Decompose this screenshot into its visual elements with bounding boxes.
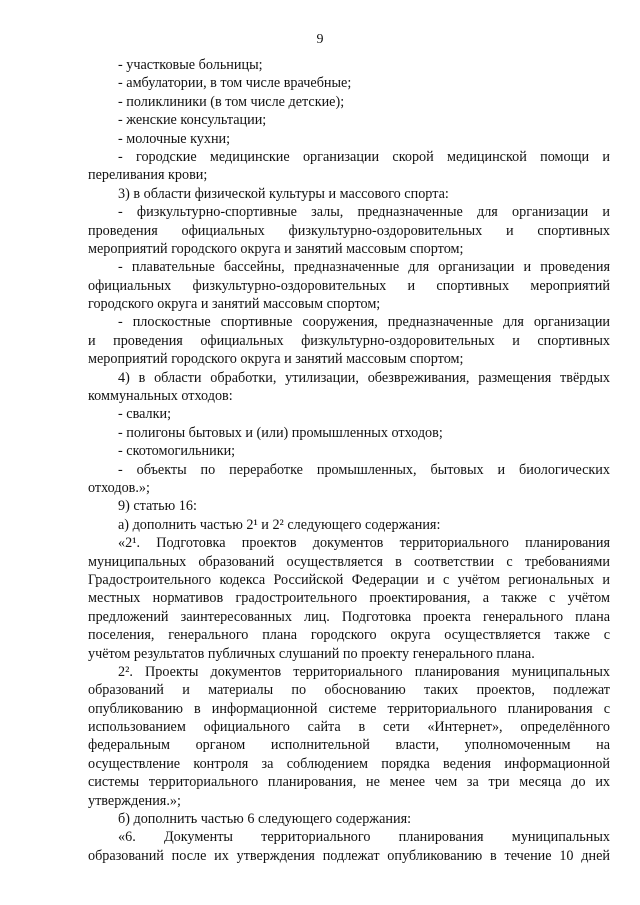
text-line: - участковые больницы;: [118, 57, 263, 73]
text-line: коммунальных отходов:: [88, 388, 233, 405]
text-line: образований и материалы по обоснованию таких проектов, подлежат: [88, 682, 610, 699]
text-line: - женские консультации;: [118, 112, 267, 129]
text-line: - молочные кухни;: [118, 130, 231, 147]
text-line: официальных физкультурно-оздоровительных и спортивных мероприятий: [88, 277, 610, 294]
text-line: городского округа и занятий массовым спортом;: [88, 296, 381, 313]
text-line: - поликлиники (в том числе детские);: [118, 93, 345, 110]
text-line: - плавательные бассейны, предназначенные для организации и проведения: [118, 259, 610, 276]
text-line: б) дополнить частью 6 следующего содержания:: [118, 811, 412, 828]
text-line: местных нормативов градостроительного проектирования, а также с учётом: [88, 590, 610, 607]
text-line: и проведения официальных физкультурно-оздоровительных и спортивных: [88, 332, 610, 349]
text-line: предложений заинтересованных лиц. Подготовка проекта генерального плана: [88, 608, 610, 625]
text-line: - полигоны бытовых и (или) промышленных отходов;: [118, 424, 443, 441]
text-line: - объекты по переработке промышленных, бытовых и биологических: [118, 461, 610, 478]
text-line: утверждения.»;: [88, 792, 181, 809]
text-line: 3) в области физической культуры и массового спорта:: [118, 185, 449, 202]
text-line: - физкультурно-спортивные залы, предназначенные для организации и: [118, 204, 610, 221]
text-line: учётом результатов публичных слушаний по проекту генерального плана.: [88, 645, 535, 662]
text-line: «2¹. Подготовка проектов документов территориального планирования: [118, 535, 610, 552]
text-line: а) дополнить частью 2¹ и 2² следующего содержания:: [118, 516, 441, 533]
text-line: 9) статью 16:: [118, 498, 197, 515]
text-line: мероприятий городского округа и занятий массовым спортом;: [88, 240, 464, 257]
text-line: 2². Проекты документов территориального планирования муниципальных: [118, 663, 610, 680]
text-line: осуществление контроля за соблюдением порядка ведения информационной: [88, 755, 610, 772]
text-line: - городские медицинские организации скорой медицинской помощи и: [118, 148, 610, 165]
text-line: - скотомогильники;: [118, 443, 236, 460]
text-line: переливания крови;: [88, 167, 208, 184]
text-line: муниципальных образований осуществляется в соответствии с требованиями: [88, 553, 610, 570]
text-line: отходов.»;: [88, 479, 150, 496]
text-line: опубликованию в информационной системе территориального планирования с: [88, 700, 610, 717]
document-body: [88, 56, 610, 865]
text-line: Градостроительного кодекса Российской Федерации и с учётом региональных и: [88, 571, 610, 588]
text-line: системы территориального планирования, не менее чем за три месяца до их: [88, 774, 610, 791]
text-line: - амбулатории, в том числе врачебные;: [118, 75, 352, 92]
page-number: 9: [316, 32, 324, 47]
text-line: поселения, генерального плана городского округа осуществляется также с: [88, 627, 610, 644]
text-line: 4) в области обработки, утилизации, обезвреживания, размещения твёрдых: [118, 369, 610, 386]
text-line: - свалки;: [118, 406, 172, 423]
text-line: федеральным органом исполнительной власти, уполномоченным на: [88, 737, 610, 754]
text-line: использованием официального сайта в сети «Интернет», определённого: [88, 719, 610, 736]
text-line: образований после их утверждения подлежат опубликованию в течение 10 дней: [88, 847, 610, 864]
text-line: мероприятий городского округа и занятий массовым спортом;: [88, 351, 464, 368]
text-line: проведения официальных физкультурно-оздоровительных и спортивных: [88, 222, 610, 239]
text-line: «6. Документы территориального планирования муниципальных: [118, 829, 610, 846]
text-line: - плоскостные спортивные сооружения, предназначенные для организации: [118, 314, 610, 331]
